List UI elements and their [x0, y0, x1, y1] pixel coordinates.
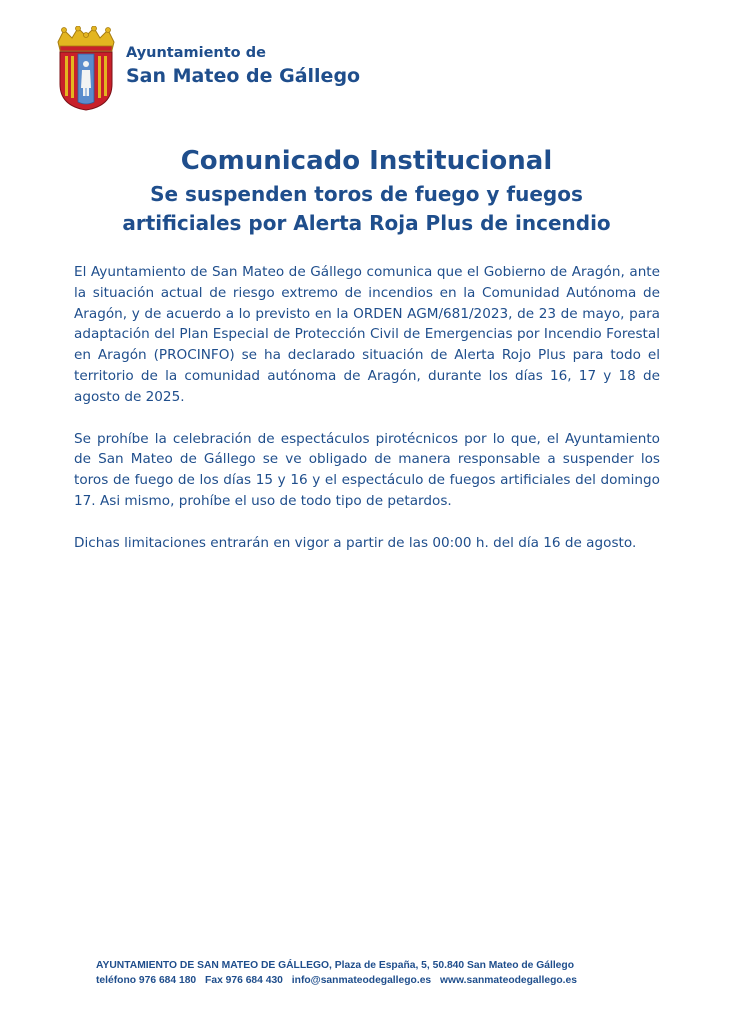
org-name-line1: Ayuntamiento de — [126, 45, 266, 61]
footer-address: Plaza de España, 5, 50.840 San Mateo de Gállego — [334, 960, 574, 971]
coat-of-arms-icon — [54, 26, 118, 112]
document-subtitle — [60, 180, 673, 238]
subtitle-line2: artificiales por Alerta Roja Plus de incendio — [122, 211, 611, 235]
body-paragraph: El Ayuntamiento de San Mateo de Gállego comunica que el Gobierno de Aragón, ante la situación actual de riesgo extremo de incendios en la Comunidad Autónoma de Aragón, y de acuerdo a lo previsto en la ORDEN AGM/681/2023, de 23 de mayo, para adaptación del Plan Especial de Protección Civil de Emergencias por Incendio Forestal en Aragón (PROCINFO) se ha declarado situación de Alerta Rojo Plus para todo el territorio de la comunidad autónoma de Aragón, durante los días 16, 17 y 18 de agosto de 2025. — [74, 264, 660, 405]
document-body — [74, 262, 660, 575]
footer-phone: teléfono 976 684 180 — [96, 975, 197, 986]
document-footer — [96, 958, 656, 988]
footer-email[interactable]: info@sanmateodegallego.es — [291, 975, 432, 986]
title-block — [60, 144, 673, 238]
org-name-line2: San Mateo de Gállego — [126, 65, 361, 87]
document-title: Comunicado Institucional — [180, 146, 553, 176]
body-paragraph: Se prohíbe la celebración de espectáculos pirotécnicos por lo que, el Ayuntamiento de San Mateo de Gállego se ve obligado de manera responsable a suspender los toros de fuego de los días 15 y 16 y el espectáculo de fuegos artificiales del domingo 17. Asi mismo, prohíbe el uso de todo tipo de petardos. — [74, 430, 660, 509]
subtitle-line1: Se suspenden toros de fuego y fuegos — [150, 182, 583, 206]
footer-line1 — [96, 958, 656, 973]
footer-line2 — [96, 973, 656, 988]
footer-fax: Fax 976 684 430 — [205, 975, 283, 986]
footer-org-name: AYUNTAMIENTO DE SAN MATEO DE GÁLLEGO, — [96, 960, 332, 971]
footer-website[interactable]: www.sanmateodegallego.es — [440, 975, 577, 986]
body-paragraph: Dichas limitaciones entrarán en vigor a partir de las 00:00 h. del día 16 de agosto. — [74, 534, 637, 551]
organization-name — [126, 44, 360, 88]
letterhead — [54, 26, 360, 112]
